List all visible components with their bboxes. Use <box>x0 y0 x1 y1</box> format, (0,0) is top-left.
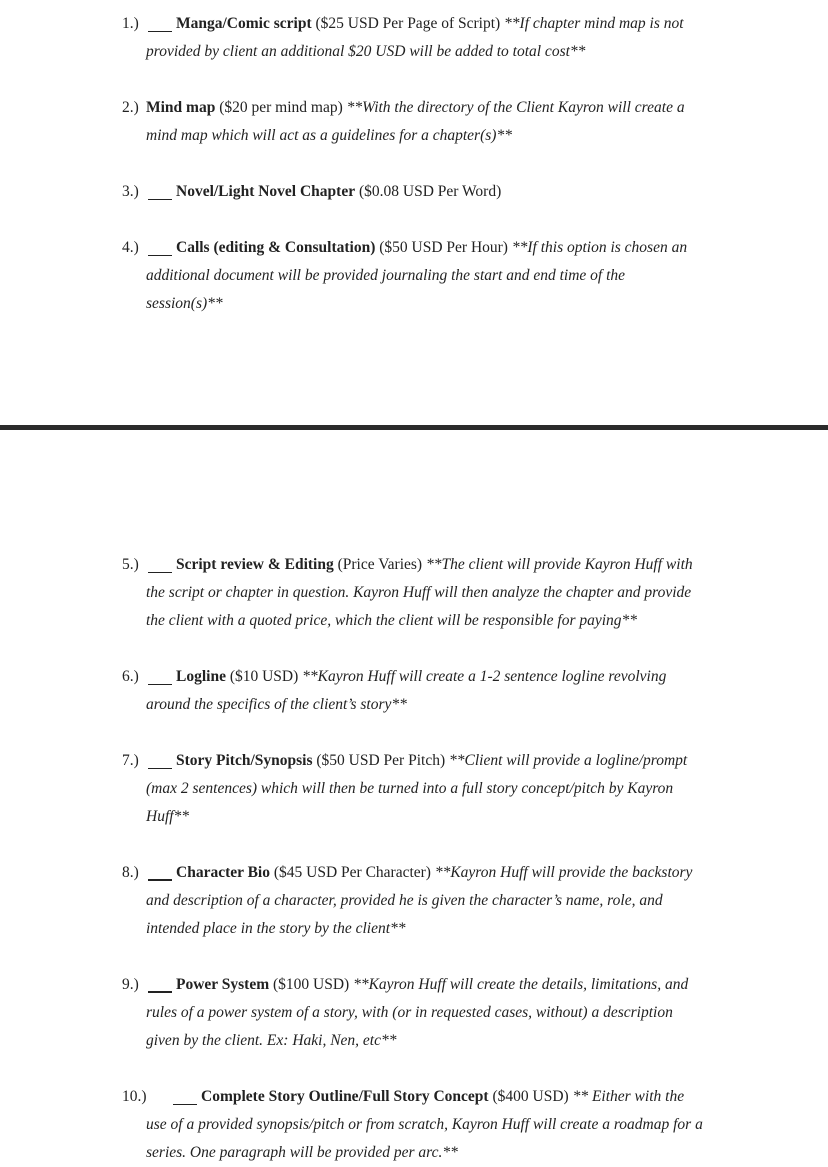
item-price: ($25 USD Per Page of Script) <box>311 15 505 32</box>
item-note-continued: rules of a power system of a story, with (or in requested cases, without) a description given by the client. Ex: Haki, Nen, etc** <box>146 1004 673 1049</box>
item-price: ($50 USD Per Pitch) <box>312 752 449 769</box>
service-item-3 <box>122 178 732 206</box>
item-note-continued: mind map which will act as a guidelines for a chapter(s)** <box>146 127 512 144</box>
service-item-8 <box>122 859 732 943</box>
checkbox-blank[interactable] <box>148 15 172 32</box>
item-note-continued: and description of a character, provided he is given the character’s name, role, and intended place in the story by the client** <box>146 892 663 937</box>
checkbox-blank[interactable] <box>173 1088 197 1105</box>
item-note-continued: (max 2 sentences) which will then be turned into a full story concept/pitch by Kayron Huff** <box>146 780 674 825</box>
item-note: **Kayron Huff will provide the backstory <box>434 864 693 881</box>
service-item-1 <box>122 10 732 66</box>
service-item-5 <box>122 551 732 635</box>
service-item-7 <box>122 747 732 831</box>
item-number: 8.) <box>122 864 139 881</box>
service-item-6 <box>122 663 732 719</box>
service-item-10 <box>122 1083 732 1167</box>
item-number: 4.) <box>122 239 139 256</box>
item-price: ($10 USD) <box>225 668 303 685</box>
checkbox-blank[interactable] <box>148 975 172 993</box>
item-title: Calls (editing & Consultation) <box>176 239 376 256</box>
item-note-continued: around the specifics of the client’s story** <box>146 696 407 713</box>
item-price: ($20 per mind map) <box>215 99 347 116</box>
item-number: 9.) <box>122 976 139 993</box>
checkbox-blank[interactable] <box>148 668 172 685</box>
item-title: Script review & Editing <box>176 556 334 573</box>
service-item-4 <box>122 234 732 318</box>
item-number: 5.) <box>122 556 139 573</box>
item-note-continued: the script or chapter in question. Kayron Huff will then analyze the chapter and provide the client with a quoted price, which the client will be responsible for paying** <box>146 584 692 629</box>
item-price: ($400 USD) <box>488 1088 573 1105</box>
item-title: Character Bio <box>176 864 270 881</box>
checkbox-blank[interactable] <box>148 556 172 573</box>
item-note-continued: additional document will be provided journaling the start and end time of the session(s)** <box>146 267 626 312</box>
item-title: Power System <box>176 976 270 993</box>
item-note: **Kayron Huff will create the details, limitations, and <box>353 976 689 993</box>
item-note: **With the directory of the Client Kayron will create a <box>346 99 685 116</box>
item-title: Novel/Light Novel Chapter <box>176 183 356 200</box>
page-divider <box>0 425 828 430</box>
item-price: (Price Varies) <box>333 556 426 573</box>
checkbox-blank[interactable] <box>148 239 172 256</box>
item-price: ($0.08 USD Per Word) <box>355 183 502 200</box>
service-item-2 <box>122 94 732 150</box>
item-title: Manga/Comic script <box>176 15 312 32</box>
item-note: **If chapter mind map is not <box>504 15 684 32</box>
item-price: ($100 USD) <box>269 976 354 993</box>
item-number: 3.) <box>122 183 139 200</box>
item-price: ($45 USD Per Character) <box>269 864 435 881</box>
item-note: **The client will provide Kayron Huff with <box>425 556 693 573</box>
item-note: **If this option is chosen an <box>511 239 688 256</box>
item-number: 2.) <box>122 99 139 116</box>
item-number: 10.) <box>122 1088 147 1105</box>
item-note: **Client will provide a logline/prompt <box>449 752 688 769</box>
item-title: Story Pitch/Synopsis <box>176 752 313 769</box>
service-item-9 <box>122 971 732 1055</box>
item-title: Complete Story Outline/Full Story Concept <box>201 1088 489 1105</box>
item-title: Logline <box>176 668 226 685</box>
item-number: 7.) <box>122 752 139 769</box>
item-title: Mind map <box>146 99 216 116</box>
item-note-continued: use of a provided synopsis/pitch or from scratch, Kayron Huff will create a roadmap for a series. One paragraph will be provided per arc.** <box>146 1116 703 1161</box>
item-number: 1.) <box>122 15 139 32</box>
item-number: 6.) <box>122 668 139 685</box>
checkbox-blank[interactable] <box>148 752 172 769</box>
checkbox-blank[interactable] <box>148 863 172 881</box>
item-note-continued: provided by client an additional $20 USD will be added to total cost** <box>146 43 586 60</box>
checkbox-blank[interactable] <box>148 183 172 200</box>
item-note: ** Either with the <box>572 1088 685 1105</box>
item-price: ($50 USD Per Hour) <box>375 239 512 256</box>
item-note: **Kayron Huff will create a 1-2 sentence logline revolving <box>302 668 667 685</box>
